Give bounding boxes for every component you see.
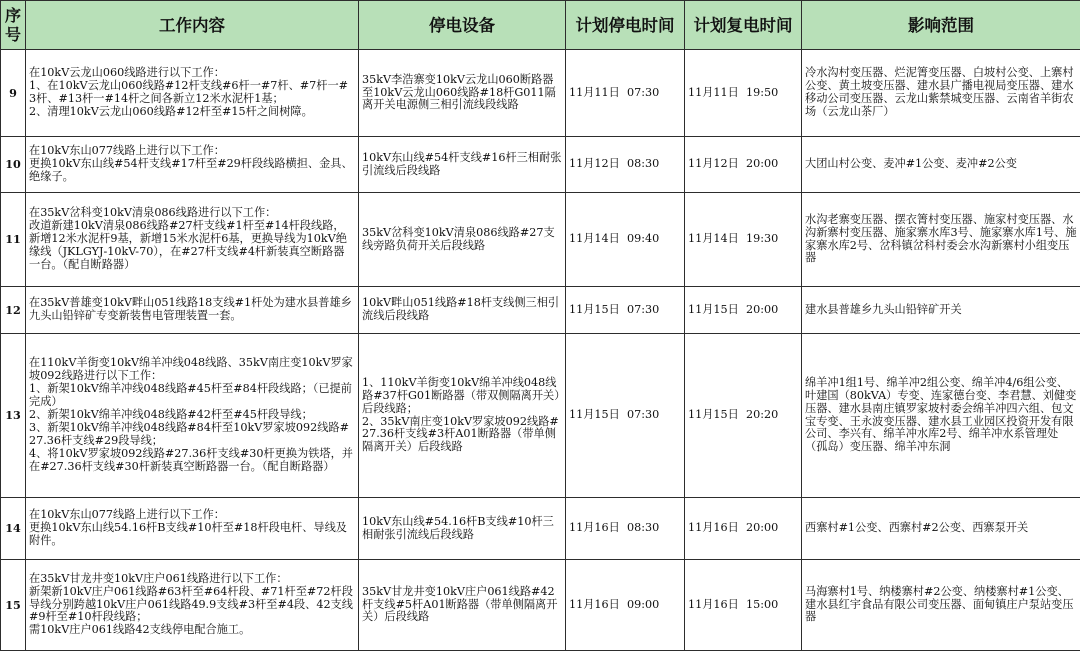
row-outage-time: 11月15日 07:30: [566, 334, 685, 498]
work-line: 1、新架10kV绵羊冲线048线路#45杆至#84杆段线路；（已提前完成）: [29, 382, 352, 409]
row-outage-time: 11月15日 07:30: [566, 287, 685, 334]
work-line: 在10kV东山077线路上进行以下工作：: [29, 144, 225, 158]
work-line: 在35kV甘龙井变10kV庄户061线路进行以下工作：: [29, 571, 288, 585]
header-seq: 序号: [1, 1, 26, 50]
row-work-content: [26, 50, 359, 137]
row-seq: 9: [1, 50, 26, 137]
row-outage-time: 11月16日 08:30: [566, 498, 685, 560]
row-equipment: 10kV东山线#54.16杆B支线#10杆三相耐张引流线后段线路: [359, 498, 566, 560]
table-row: [1, 50, 1080, 137]
row-affected-scope: 大团山村公变、麦冲#1公变、麦冲#2公变: [802, 137, 1080, 193]
row-outage-time: 11月16日 09:00: [566, 560, 685, 651]
work-line: 4、将10kV罗家坡092线路#27.36杆支线#30杆更换为铁塔，并在#27.36杆支线#30杆新装真空断路器一台。（配自断路器）: [29, 446, 353, 473]
row-outage-time: 11月11日 07:30: [566, 50, 685, 137]
row-restore-time: 11月15日 20:20: [685, 334, 802, 498]
row-seq: 13: [1, 334, 26, 498]
work-line: 2、清理10kV云龙山060线路#12杆至#15杆之间树障。: [29, 104, 313, 118]
work-line: 需10kV庄户061线路42支线停电配合施工。: [29, 623, 251, 637]
row-outage-time: 11月14日 09:40: [566, 193, 685, 287]
row-restore-time: 11月12日 20:00: [685, 137, 802, 193]
work-line: 更换10kV东山线54.16杆B支线#10杆至#18杆段电杆、导线及附件。: [29, 521, 347, 547]
table-row: [1, 287, 1080, 334]
work-line: 更换10kV东山线#54杆支线#17杆至#29杆段线路横担、金具、绝缘子。: [29, 157, 353, 183]
row-equipment: 10kV畔山051线路#18杆支线侧三相引流线后段线路: [359, 287, 566, 334]
row-work-content: [26, 560, 359, 651]
row-affected-scope: 冷水沟村变压器、烂泥箐变压器、白坡村公变、上寨村公变、黄土坡变压器、建水县广播电视局变压器、建水移动公司变压器、云龙山紫禁城变压器、云南省羊街农场（云龙山茶厂）: [802, 50, 1080, 137]
row-outage-time: 11月12日 08:30: [566, 137, 685, 193]
work-line: 在35kV普雄变10kV畔山051线路18支线#1杆处为建水县普雄乡九头山铅锌矿专变新装售电管理装置一套。: [29, 296, 352, 322]
header-row: [1, 1, 1080, 50]
header-work-content: 工作内容: [26, 1, 359, 50]
table-row: [1, 137, 1080, 193]
row-work-content: [26, 287, 359, 334]
row-work-content: [26, 193, 359, 287]
row-affected-scope: 马海寨村1号、纳楼寨村#2公变、纳楼寨村#1公变、建水县红宇食品有限公司变压器、面甸镇庄户泵站变压器: [802, 560, 1080, 651]
row-equipment: 10kV东山线#54杆支线#16杆三相耐张引流线后段线路: [359, 137, 566, 193]
table-row: [1, 560, 1080, 651]
work-line: 在110kV羊街变10kV绵羊冲线048线路、35kV南庄变10kV罗家坡092线路进行以下工作：: [29, 356, 353, 383]
row-affected-scope: 建水县普雄乡九头山铅锌矿开关: [802, 287, 1080, 334]
row-work-content: [26, 137, 359, 193]
row-seq: 10: [1, 137, 26, 193]
row-restore-time: 11月15日 20:00: [685, 287, 802, 334]
row-work-content: [26, 334, 359, 498]
row-affected-scope: 水沟老寨变压器、摆衣箐村变压器、施家村变压器、水沟新寨村变压器、施家寨水库3号、施家寨水库1号、施家寨水库2号、岔科镇岔科村委会水沟新寨村小组变压器: [802, 193, 1080, 287]
row-seq: 14: [1, 498, 26, 560]
row-seq: 11: [1, 193, 26, 287]
work-line: 新架新10kV庄户061线路#63杆至#64杆段、#71杆至#72杆段导线分别跨越10kV庄户061线路49.9支线#3杆至#4段、42支线#9杆至#10杆段线路；: [29, 584, 353, 624]
header-affected-scope: 影响范围: [802, 1, 1080, 50]
row-equipment: 35kV甘龙井变10kV庄户061线路#42杆支线#5杆A01断路器（带单侧隔离开关）后段线路: [359, 560, 566, 651]
work-line: 在10kV东山077线路上进行以下工作：: [29, 508, 225, 522]
table-row: [1, 498, 1080, 560]
row-restore-time: 11月16日 20:00: [685, 498, 802, 560]
work-line: 1、在10kV云龙山060线路#12杆支线#6杆一#7杆、#7杆一#3杆、#13杆一#14杆之间各新立12米水泥杆1基；: [29, 79, 349, 105]
row-affected-scope: 绵羊冲1组1号、绵羊冲2组公变、绵羊冲4/6组公变、叶建国（80kVA）专变、连家德台变、李君慧、刘健变压器、建水县南庄镇罗家坡村委会绵羊冲四六组、包文宝专变、王永波变压器、建水县工业园区投资开发有限公司、李兴有、绵羊冲水库2号、绵羊冲水系管理处（孤岛）变压器、绵羊冲东洞: [802, 334, 1080, 498]
work-line: 3、新架10kV绵羊冲线048线路#84杆至10kV罗家坡092线路#27.36杆支线#29段导线；: [29, 420, 349, 447]
work-line: 改道新建10kV清泉086线路#27杆支线#1杆至#14杆段线路，新增12米水泥杆9基，新增15米水泥杆6基，更换导线为10kV绝缘线（JKLGYJ-10kV-70），在#27杆支线#4杆新装真空断路器一台。（配自断路器）: [29, 219, 347, 271]
work-line: 在10kV云龙山060线路进行以下工作：: [29, 66, 225, 80]
header-equipment: 停电设备: [359, 1, 566, 50]
work-line: 在35kV岔科变10kV清泉086线路进行以下工作：: [29, 206, 277, 220]
row-equipment: 35kV李浩寨变10kV云龙山060断路器至10kV云龙山060线路#18杆G011隔离开关电源侧三相引流线段线路: [359, 50, 566, 137]
row-equipment: 35kV岔科变10kV清泉086线路#27支线旁路负荷开关后段线路: [359, 193, 566, 287]
row-equipment: 1、110kV羊街变10kV绵羊冲线048线路#37杆G01断路器（带双侧隔离开关）后段线路； 2、35kV南庄变10kV罗家坡092线路#27.36杆支线#3杆A01断路器（带单侧隔离开关）后段线路: [359, 334, 566, 498]
table-row: [1, 193, 1080, 287]
row-restore-time: 11月11日 19:50: [685, 50, 802, 137]
row-restore-time: 11月16日 15:00: [685, 560, 802, 651]
row-work-content: [26, 498, 359, 560]
row-affected-scope: 西寨村#1公变、西寨村#2公变、西寨泵开关: [802, 498, 1080, 560]
table-row: [1, 334, 1080, 498]
work-line: 2、新架10kV绵羊冲线048线路#42杆至#45杆段导线；: [29, 408, 313, 422]
row-seq: 12: [1, 287, 26, 334]
row-restore-time: 11月14日 19:30: [685, 193, 802, 287]
row-seq: 15: [1, 560, 26, 651]
header-planned-restore-time: 计划复电时间: [685, 1, 802, 50]
header-planned-outage-time: 计划停电时间: [566, 1, 685, 50]
